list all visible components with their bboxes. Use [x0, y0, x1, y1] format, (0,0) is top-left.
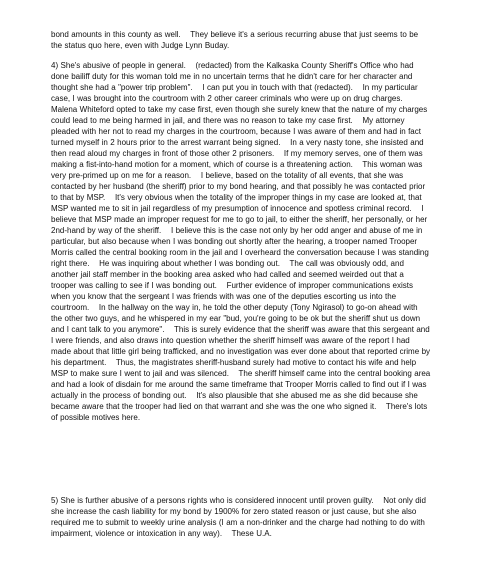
paragraph-point-5 [51, 495, 431, 539]
paragraph-text: bond amounts in this county as well. They believe it's a serious recurring abuse that just seems to be the status quo here, even with Judge Lynn Buday. [51, 30, 421, 50]
paragraph-point-4 [51, 60, 431, 423]
paragraph-text: 4) She's abusive of people in general. (redacted) from the Kalkaska County Sheriff's Office who had done bailiff duty for this woman told me in no uncertain terms that he didn't care for her character and thought she had a "power trip problem". I can put you in touch with that (redacted). In my particular case, I was brought into the courtroom with 2 other career criminals who were up on drug charges. Malena Whiteford opted to take my case first, even though she surely knew that the nature of my charges could lead to me being harmed in jail, and there was no reason to take my case first. My attorney pleaded with her not to read my charges in the courtroom, because I was aware of them and had in fact turned myself in 2 hours prior to the arrest warrant being signed. In a very nasty tone, she insisted and then read aloud my charges in front of those other 2 prisoners. If my memory serves, one of them was making a fist-into-hand motion for a moment, which of course is a threatening action. This woman was very pre-primed up on me for a reason. I believe, based on the totality of all events, that she was contacted by her husband (the sheriff) prior to my bond hearing, and that possibly he was contacted prior to that by MSP. It's very obvious when the totality of the improper things in my case are looked at, that MSP wanted me to sit in jail regardless of my presumption of innocence and spotless criminal record. I believe that MSP made an improper request for me to go to jail, to either the sheriff, her personally, or her 2nd-hand by way of the sheriff. I believe this is the case not only by her odd anger and abuse of me in particular, but also because when I was bonding out shortly after the hearing, a trooper named Trooper Morris called the central booking room in the jail and I overheard the conversation because I was standing right there. He was inquiring about whether I was bonding out. The call was obviously odd, and another jail staff member in the booking area asked who had called and seemed weirded out that a trooper was calling to see if I was bonding out. Further evidence of improper communications exists when you know that the sergeant I was friends with was one of the deputies escorting us into the courtroom. In the hallway on the way in, he told the other deputy (Tony Ngirasol) to go-on ahead with the other two guys, and he whispered in my ear "bud, you're going to be ok but the sheriff shut us down and I cant talk to you anymore". This is surely evidence that the sheriff was aware that this sergeant and I were friends, and also draws into question whether the sheriff himself was aware of the report I had made about that little girl being trafficked, and no investigation was ever done about that reported crime by his department. Thus, the magistrates sheriff-husband surely had motive to contact his wife and help MSP to make sure I went to jail and was silenced. The sheriff himself came into the central booking area and had a look of disdain for me around the same timeframe that Trooper Morris called to find out if I was actually in the process of bonding out. It's also plausible that she abused me as she did because she became aware that the trooper had lied on that warrant and she was the one who signed it. There's lots of possible motives here. [51, 61, 433, 422]
paragraph-text: 5) She is further abusive of a persons rights who is considered innocent until proven guilty. Not only did she increase the cash liability for my bond by 1900% for zero stated reason or just cause, but she also required me to submit to weekly urine analysis (I am a non-drinker and the charge had nothing to do with impairment, violence or intoxication in any way). These U.A. [51, 496, 429, 538]
paragraph-bond-amounts [51, 29, 431, 51]
